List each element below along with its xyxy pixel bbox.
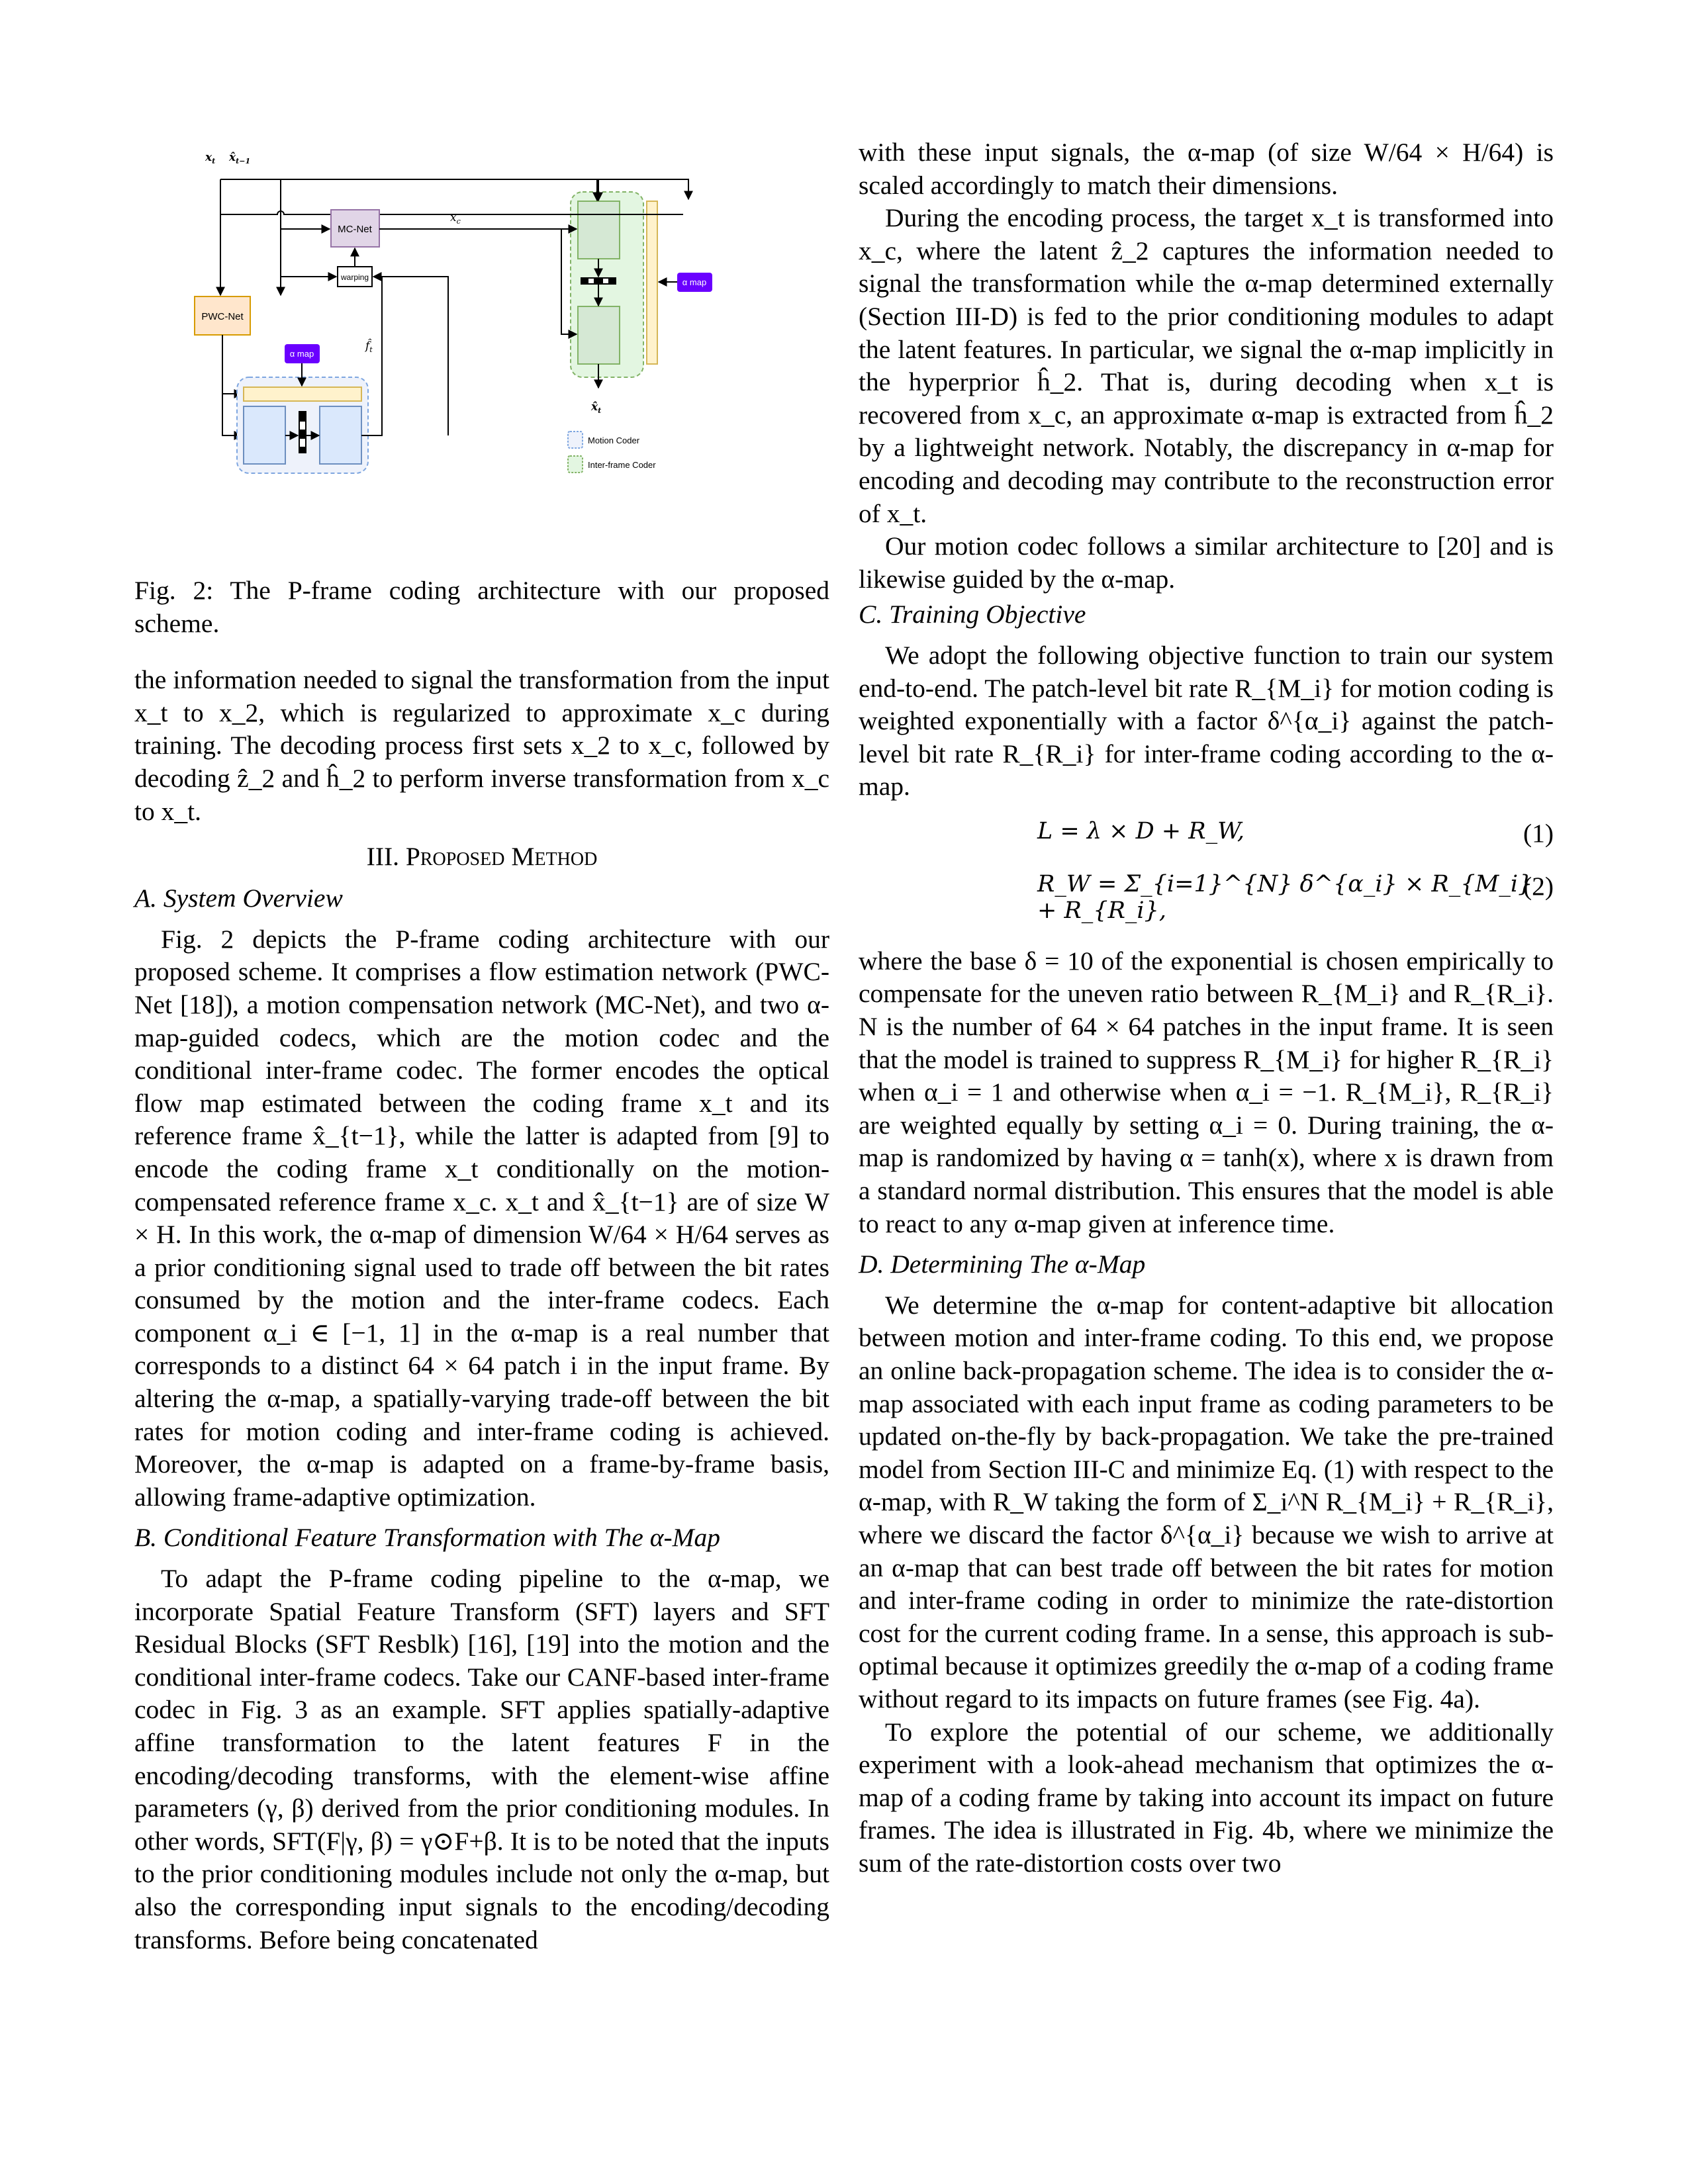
paragraph-encoding-process: During the encoding process, the target x_t is transformed into x_c, where the latent ẑ_2 captures the information needed to signal the transformation while the α-map determined externally (Section III-D) is fed to the prior conditioning modules to adapt the latent features. In particular, we signal the α-map implicitly in the hyperprior ĥ_2. That is, during decoding when x_t is recovered from x_c, an approximate α-map is extracted from ĥ_2 by a lightweight network. Notably, the discrepancy in α-map for encoding and decoding may contribute to the reconstruction error of x_t. [859, 203, 1554, 528]
inter-condition-bar [647, 201, 657, 364]
left-column [134, 574, 829, 1956]
motion-condition-bar [244, 387, 361, 401]
output-xhat-t-label: $x̂_t$ [591, 400, 602, 415]
legend-motion-swatch [568, 432, 583, 448]
xc-signal-label: $x_c$ [450, 211, 461, 226]
subsection-b-heading: B. Conditional Feature Transformation with The α-Map [134, 1523, 721, 1553]
warping-label: warping [340, 273, 369, 282]
right-top-body [859, 136, 1554, 596]
legend-inter-label: Inter-frame Coder [588, 460, 656, 470]
equation-1 [859, 818, 1554, 858]
figure-2-diagram [185, 132, 781, 563]
paragraph-motion-codec: Our motion codec follows a similar architecture to [20] and is likewise guided by the α-map. [859, 531, 1554, 594]
inter-latent-icon [581, 277, 616, 285]
motion-decoder-block [320, 406, 361, 464]
right-column [859, 136, 1554, 1880]
mc-net-label: MC-Net [338, 224, 372, 235]
paragraph-look-ahead: To explore the potential of our scheme, we additionally experiment with a look-ahead mechanism that optimizes the α-map of a coding frame by taking into account its impact on future frames. The idea is illustrated in Fig. 4b, where we minimize the sum of the rate-distortion costs over two [859, 1717, 1554, 1878]
section-title-text: Proposed Method [405, 842, 598, 872]
equation-2 [859, 858, 1554, 934]
alpha-map-motion-label: α map [289, 349, 314, 359]
legend-motion-label: Motion Coder [588, 435, 640, 445]
subsection-c-body-2 [859, 945, 1554, 1240]
section-title [134, 841, 829, 872]
pwc-net-label: PWC-Net [201, 311, 244, 322]
legend-inter-swatch [568, 456, 583, 473]
equations-block [859, 818, 1554, 934]
motion-encoder-block [244, 406, 285, 464]
subsection-c-body [859, 639, 1554, 803]
equation-2-body: R_W = Σ_{i=1}^{N} δ^{α_i} × R_{M_i} + R_{R_i}, [1037, 870, 1533, 924]
ft-signal-label: $f̂_t$ [365, 340, 373, 354]
intro-paragraph-text: the information needed to signal the transformation from the input x_t to x_2, which is regularized to approximate x_c during training. The decoding process first sets x_2 to x_c, followed by decoding ẑ_2 and ĥ_2 to perform inverse transformation from x_c to x_t. [134, 665, 829, 826]
paragraph-delta-base: where the base δ = 10 of the exponential is chosen empirically to compensate for the uneven ratio between R_{M_i} and R_{R_i}. N is the number of 64 × 64 patches in the input frame. It is seen that the model is trained to suppress R_{M_i} for higher R_{R_i} when α_i = 1 and otherwise when α_i = −1. R_{M_i}, R_{R_i} are weighted equally by setting α_i = 0. During training, the α-map is randomized by having α = tanh(x), where x is drawn from a standard normal distribution. This ensures that the model is able to react to any α-map given at inference time. [859, 946, 1554, 1238]
paragraph-b-continued: with these input signals, the α-map (of size W/64 × H/64) is scaled accordingly to match their dimensions. [859, 138, 1554, 200]
motion-latent-icon [299, 411, 306, 453]
paragraph-sft: To adapt the P-frame coding pipeline to the α-map, we incorporate Spatial Feature Transform (SFT) layers and SFT Residual Blocks (SFT Resblk) [16], [19] into the motion and the conditional inter-frame codecs. Take our CANF-based inter-frame codec in Fig. 3 as an example. SFT applies spatially-adaptive affine transformation to the latent features F in the encoding/decoding transforms, with the element-wise affine parameters (γ, β) derived from the prior conditioning modules. In other words, SFT(F|γ, β) = γ⊙F+β. It is to be noted that the inputs to the prior conditioning modules include not only the α-map, but also the corresponding input signals to the encoding/decoding transforms. Before being concatenated [134, 1564, 829, 1954]
alpha-map-inter-label: α map [682, 277, 707, 287]
section-number: III. [366, 842, 400, 872]
input-xhat-prev-label: $x̂_{t-1}$ [229, 151, 251, 165]
paragraph-training-objective: We adopt the following objective function to train our system end-to-end. The patch-level bit rate R_{M_i} for motion coding is weighted exponentially with a factor δ^{α_i} against the patch-level bit rate R_{R_i} for inter-frame coding according to the α-map. [859, 640, 1554, 801]
paragraph-determining-alpha: We determine the α-map for content-adaptive bit allocation between motion and inter-frame coding. To this end, we propose an online back-propagation scheme. The idea is to consider the α-map associated with each input frame as coding parameters to be updated on-the-fly by back-propagation. We take the pre-trained model from Section III-C and minimize Eq. (1) with respect to the α-map, with R_W taking the form of Σ_i^N R_{M_i} + R_{R_i}, where we discard the factor δ^{α_i} because we wish to arrive at an α-map that can best trade off between the bit rates for motion and inter-frame coding in order to minimize the rate-distortion cost for the current coding frame. In a sense, this approach is sub-optimal because it optimizes greedily the α-map of a coding frame without regard to its impacts on future frames (see Fig. 4a). [859, 1290, 1554, 1713]
subsection-a-body [134, 923, 829, 1514]
p-frame-architecture-svg [185, 132, 781, 563]
subsection-a-heading: A. System Overview [134, 884, 343, 913]
subsection-c-heading: C. Training Objective [859, 600, 1086, 629]
inter-encoder-block [578, 201, 620, 259]
figure-2-caption: Fig. 2: The P-frame coding architecture with our proposed scheme. [134, 576, 829, 638]
left-intro-paragraph [134, 664, 829, 828]
subsection-b-body [134, 1563, 829, 1956]
legend [568, 432, 656, 473]
inter-decoder-block [578, 306, 620, 364]
paragraph-system-overview: Fig. 2 depicts the P-frame coding architecture with our proposed scheme. It comprises a flow estimation network (PWC-Net [18]), a motion compensation network (MC-Net), and two α-map-guided codecs, which are the motion codec and the conditional inter-frame codec. The former encodes the optical flow map estimated between the coding frame x_t and its reference frame x̂_{t−1}, while the latter is adapted from [9] to encode the coding frame x_t conditionally on the motion-compensated reference frame x_c. x_t and x̂_{t−1} are of size W × H. In this work, the α-map of dimension W/64 × H/64 serves as a prior conditioning signal used to trade off between the bit rates consumed by the motion and the inter-frame codecs. Each component α_i ∈ [−1, 1] in the α-map is a real number that corresponds to a distinct 64 × 64 patch i in the input frame. By altering the α-map, a spatially-varying trade-off between the bit rates for motion coding and inter-frame coding is achieved. Moreover, the α-map is adapted on a frame-by-frame basis, allowing frame-adaptive optimization. [134, 924, 829, 1512]
input-xt-label: $x_t$ [205, 151, 216, 165]
subsection-d-body [859, 1289, 1554, 1880]
equation-1-body: L = λ × D + R_W, [1037, 817, 1245, 844]
equation-2-number: (2) [1523, 871, 1554, 901]
equation-1-number: (1) [1523, 818, 1554, 848]
subsection-d-heading: D. Determining The α-Map [859, 1250, 1146, 1279]
